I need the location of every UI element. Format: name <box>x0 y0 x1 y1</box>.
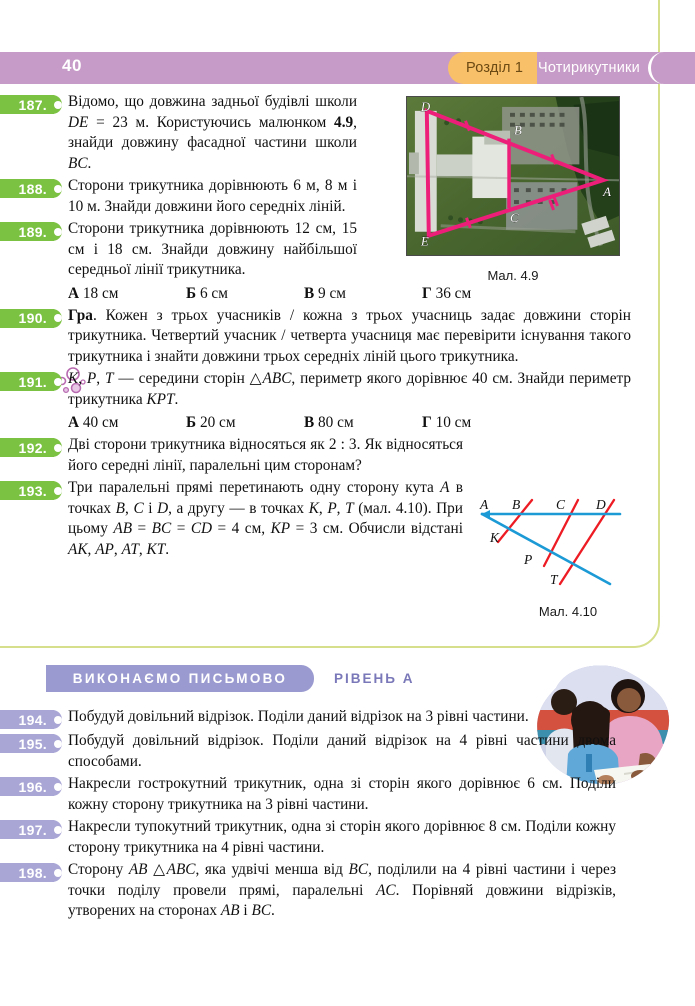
text-run: , <box>113 540 122 558</box>
exercise-text <box>61 860 616 922</box>
text-run: — середини сторін △ <box>113 370 263 387</box>
section-title: Чотирикутники <box>538 60 640 76</box>
exercise-row <box>0 219 695 281</box>
svg-text:D: D <box>420 99 431 114</box>
option-value: 18 см <box>82 284 119 302</box>
math-var: P <box>327 499 337 517</box>
text-run: = 23 м. Користуючись малюнком <box>88 113 335 131</box>
text-run: Сторони трикутника дорівнюють 6 м, 8 м і 10 м. Знайди довжини його середніх ліній. <box>68 177 357 215</box>
svg-text:C: C <box>556 497 566 512</box>
math-var: K <box>308 499 319 517</box>
svg-text:C: C <box>510 210 519 225</box>
svg-text:A: A <box>603 185 611 200</box>
math-var: KPT <box>146 390 175 408</box>
text-run: і <box>239 902 252 919</box>
exercise-row <box>0 731 695 772</box>
math-var: D <box>157 499 169 517</box>
written-section-level: РІВЕНЬ А <box>334 671 415 686</box>
math-var: A <box>440 479 450 496</box>
text-run: Три паралельні прямі перетинають одну сторону кута <box>68 479 441 496</box>
text-run: Сторону <box>68 861 129 878</box>
exercise-text <box>61 92 357 174</box>
math-var: AT <box>121 540 139 558</box>
exercise-number-badge: 198. <box>0 863 54 882</box>
math-var: ABC <box>262 370 292 387</box>
option-value: 20 см <box>199 414 236 431</box>
text-run: , <box>125 499 134 517</box>
answer-option[interactable] <box>422 412 540 433</box>
exercise-text <box>61 306 631 368</box>
page-number: 40 <box>62 56 82 75</box>
math-var: T <box>345 499 354 517</box>
answer-option[interactable] <box>422 283 540 304</box>
math-var: AB <box>113 520 133 537</box>
option-value: 6 см <box>199 284 228 302</box>
exercise-text <box>61 478 463 560</box>
svg-text:P: P <box>524 552 533 567</box>
math-var: BC <box>251 902 272 919</box>
math-var: CD <box>190 520 213 537</box>
text-run: Дві сторони трикутника відносяться як 2 : 3. Як відносяться його середні лінії, паралельні цим сторонам? <box>68 436 463 474</box>
math-var: K <box>68 370 79 387</box>
answer-option[interactable] <box>186 412 304 433</box>
math-var: DE <box>68 113 89 131</box>
svg-text:B: B <box>512 497 521 512</box>
exercise-text <box>61 176 357 217</box>
answer-option[interactable] <box>304 412 422 433</box>
exercise-text <box>61 707 616 728</box>
text-run: . Кожен з трьох учасників / кожна з трьох учасниць задає довжини сторін трикутника. Четвертий учасник / четверта учасниця має перевірити існування такого трикутника і знайти довжини трьох середніх ліній цього трикутника. <box>68 306 631 365</box>
math-var: KP <box>270 520 291 537</box>
text-run: в точках <box>68 479 463 517</box>
option-letter: В <box>304 414 319 431</box>
exercise-number-badge: 196. <box>0 777 54 796</box>
svg-text:K: K <box>490 530 500 545</box>
text-run: (мал. 4.10). При цьому <box>68 499 463 537</box>
text-run: Побудуй довільний відрізок. Поділи даний відрізок на 4 рівні частини двома способами. <box>68 732 616 770</box>
text-run: . <box>271 902 275 919</box>
exercise-row <box>0 369 695 410</box>
text-run: , <box>336 499 346 517</box>
text-run: Сторони трикутника дорівнюють 12 см, 15 см і 18 см. Знайди довжину найбільшої середньої лінії трикутника. <box>68 220 357 278</box>
header-endcap <box>648 52 695 84</box>
exercise-text <box>61 369 631 410</box>
exercise-number-badge: 194. <box>0 710 54 729</box>
chapter-chip <box>448 52 537 84</box>
written-section-bar <box>46 665 314 692</box>
exercise-row <box>0 707 695 729</box>
math-var: AB <box>128 861 148 878</box>
text-run: , а другу — в точках <box>168 499 309 517</box>
exercise-row <box>0 817 695 858</box>
math-var: KT <box>146 540 166 558</box>
text-run: , <box>138 540 147 558</box>
math-var: BC <box>348 861 369 878</box>
answer-option[interactable] <box>186 283 304 304</box>
exercise-number-badge: 192. <box>0 438 54 457</box>
exercise-text <box>61 219 357 281</box>
option-value: 36 см <box>435 284 472 302</box>
exercise-number-badge: 191. <box>0 372 54 391</box>
math-var: P <box>86 370 97 387</box>
answer-options <box>0 412 695 433</box>
option-value: 80 см <box>318 414 354 431</box>
chapter-label: Розділ 1 <box>466 60 524 76</box>
exercise-row <box>0 435 695 476</box>
option-letter: Б <box>186 284 200 302</box>
answer-option[interactable] <box>304 283 422 304</box>
math-var: B <box>115 499 126 517</box>
exercise-number-badge: 190. <box>0 309 54 328</box>
text-run: Побудуй довільний відрізок. Поділи даний відрізок на 3 рівні частини. <box>68 708 529 725</box>
answer-option[interactable] <box>68 283 186 304</box>
math-var: ABC <box>166 861 196 878</box>
text-run: = <box>171 520 191 537</box>
text-run: , поділили на 4 рівні частини і через точки поділу провели прямі, паралельні <box>68 861 616 899</box>
option-letter: А <box>68 284 83 302</box>
exercise-number-badge: 189. <box>0 222 54 241</box>
answer-options <box>0 283 695 304</box>
text-run: , знайди довжину фасадної частини школи <box>68 113 357 151</box>
math-var: AC <box>376 881 396 899</box>
emphasis: 4.9 <box>334 113 354 131</box>
exercise-row <box>0 774 695 815</box>
text-run: = <box>132 520 152 537</box>
option-value: 10 см <box>435 414 472 431</box>
svg-text:A: A <box>480 497 489 512</box>
text-run: . Порівняй довжини відрізків, утворених на сторонах <box>68 881 616 919</box>
exercise-row <box>0 176 695 217</box>
option-letter: Г <box>422 284 436 302</box>
text-run: △ <box>147 861 167 878</box>
exercise-text <box>61 774 616 815</box>
math-var: AP <box>95 540 114 558</box>
text-run: = 4 см, <box>212 520 271 537</box>
option-value: 40 см <box>82 414 119 431</box>
exercise-row <box>0 478 695 560</box>
option-letter: В <box>304 284 319 302</box>
text-run: і <box>143 499 158 517</box>
exercise-row <box>0 92 695 174</box>
exercise-text <box>61 435 463 476</box>
svg-text:B: B <box>513 123 522 138</box>
svg-text:D: D <box>596 497 606 512</box>
text-run: , <box>87 540 96 558</box>
oral-exercise-list <box>0 92 695 562</box>
written-section-title: ВИКОНАЄМО ПИСЬМОВО <box>72 671 288 686</box>
exercise-text <box>61 731 616 772</box>
option-letter: Г <box>422 414 436 431</box>
text-run: , <box>96 370 105 387</box>
text-run: Відомо, що довжина задньої будівлі школи <box>68 93 357 110</box>
math-var: BC <box>68 154 88 172</box>
text-run: , <box>78 370 87 387</box>
exercise-number-badge: 195. <box>0 734 54 753</box>
option-letter: А <box>68 414 83 431</box>
figure-4-9-caption: Мал. 4.9 <box>487 268 539 283</box>
exercise-text <box>61 817 616 858</box>
exercise-number-badge: 193. <box>0 481 54 500</box>
text-run: . <box>87 154 92 172</box>
text-run: . <box>174 390 179 408</box>
exercise-row <box>0 860 695 922</box>
text-run: , <box>318 499 328 517</box>
text-run: Накресли гострокутний трикутник, одна зі сторін якого дорівнює 6 см. Поділи кожну сторону трикутника на 3 рівні частини. <box>68 775 616 813</box>
exercise-number-badge: 187. <box>0 95 54 114</box>
text-run: . <box>165 540 170 558</box>
exercise-number-badge: 188. <box>0 179 54 198</box>
option-letter: Б <box>186 414 200 431</box>
math-var: C <box>133 499 144 517</box>
exercise-number-badge: 197. <box>0 820 54 839</box>
emphasis: Гра <box>68 306 93 324</box>
text-run: Накресли тупокутний трикутник, одна зі сторін якого дорівнює 8 см. Поділи кожну сторону трикутника на 4 рівні частини. <box>68 818 616 856</box>
text-run: = 3 см. Обчисли відстані <box>290 520 463 537</box>
math-var: AK <box>68 540 88 558</box>
option-value: 9 см <box>318 284 346 302</box>
text-run: , периметр якого дорівнює 40 см. Знайди периметр трикутника <box>68 370 632 408</box>
figure-4-10-caption: Мал. 4.10 <box>538 604 598 619</box>
answer-option[interactable] <box>68 412 186 433</box>
math-var: AB <box>220 902 240 919</box>
text-run: , яка удвічі менша від <box>195 861 349 878</box>
math-var: T <box>105 370 114 387</box>
svg-text:T: T <box>550 572 558 587</box>
math-var: BC <box>151 520 172 537</box>
svg-text:E: E <box>420 234 429 249</box>
exercise-row <box>0 306 695 368</box>
written-exercise-list <box>0 707 695 924</box>
